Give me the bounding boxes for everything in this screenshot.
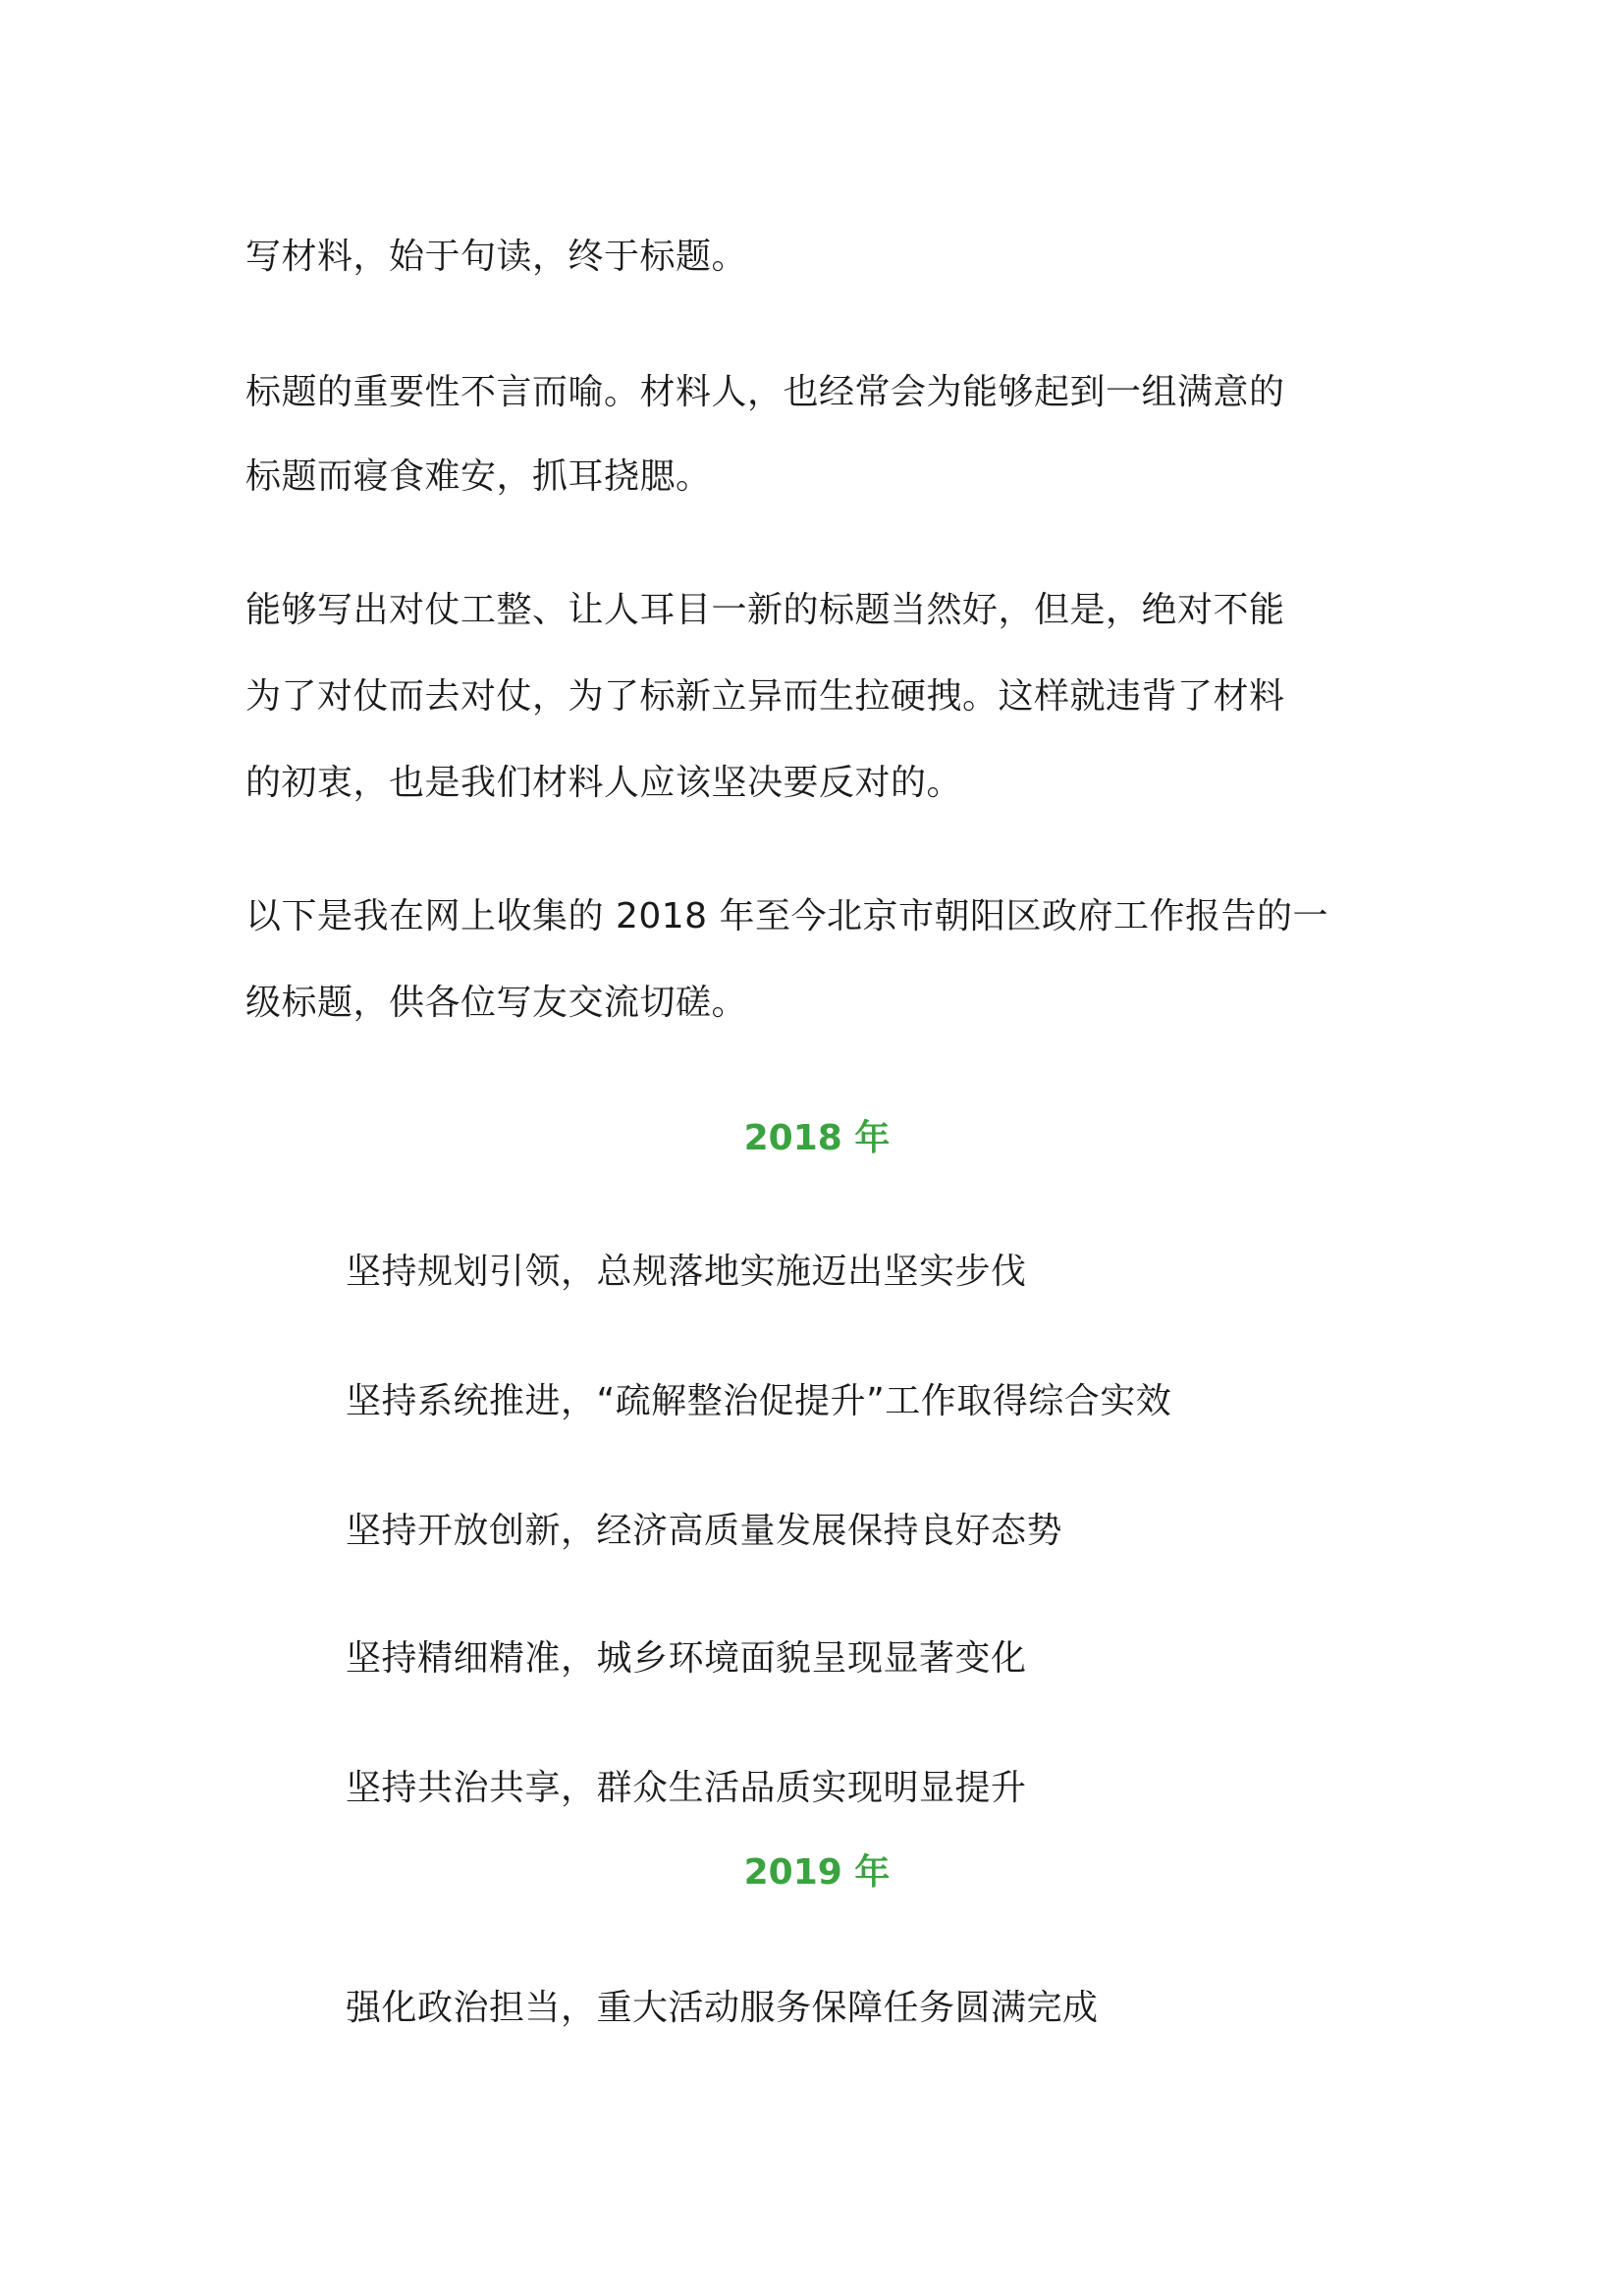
section-2019-item-1: 强化政治担当，重大活动服务保障任务圆满完成 [346, 1988, 1099, 2028]
section-2018-item-3: 坚持开放创新，经济高质量发展保持良好态势 [346, 1511, 1063, 1551]
section-2018-item-4: 坚持精细精准，城乡环境面貌呈现显著变化 [346, 1638, 1027, 1679]
section-2018-heading: 2018 年 [743, 1118, 891, 1158]
intro-paragraph-4-line-1: 以下是我在网上收集的 2018 年至今北京市朝阳区政府工作报告的一 [245, 896, 1329, 936]
intro-paragraph-1-line-1: 写材料，始于句读，终于标题。 [245, 237, 748, 277]
intro-paragraph-3-line-2: 为了对仗而去对仗，为了标新立异而生拉硬拽。这样就违背了材料 [245, 676, 1285, 717]
section-2018-item-1: 坚持规划引领，总规落地实施迈出坚实步伐 [346, 1252, 1027, 1292]
intro-paragraph-4-line-2: 级标题，供各位写友交流切磋。 [245, 983, 748, 1023]
section-2019-heading: 2019 年 [743, 1852, 891, 1893]
intro-paragraph-3-line-1: 能够写出对仗工整、让人耳目一新的标题当然好，但是，绝对不能 [245, 590, 1285, 630]
section-2018-item-5: 坚持共治共享，群众生活品质实现明显提升 [346, 1768, 1027, 1808]
intro-paragraph-3-line-3: 的初衷，也是我们材料人应该坚决要反对的。 [245, 763, 963, 803]
intro-paragraph-2-line-2: 标题而寝食难安，抓耳挠腮。 [245, 456, 712, 497]
intro-paragraph-2-line-1: 标题的重要性不言而喻。材料人，也经常会为能够起到一组满意的 [245, 372, 1285, 412]
section-2018-item-2: 坚持系统推进，“疏解整治促提升”工作取得综合实效 [346, 1381, 1172, 1421]
